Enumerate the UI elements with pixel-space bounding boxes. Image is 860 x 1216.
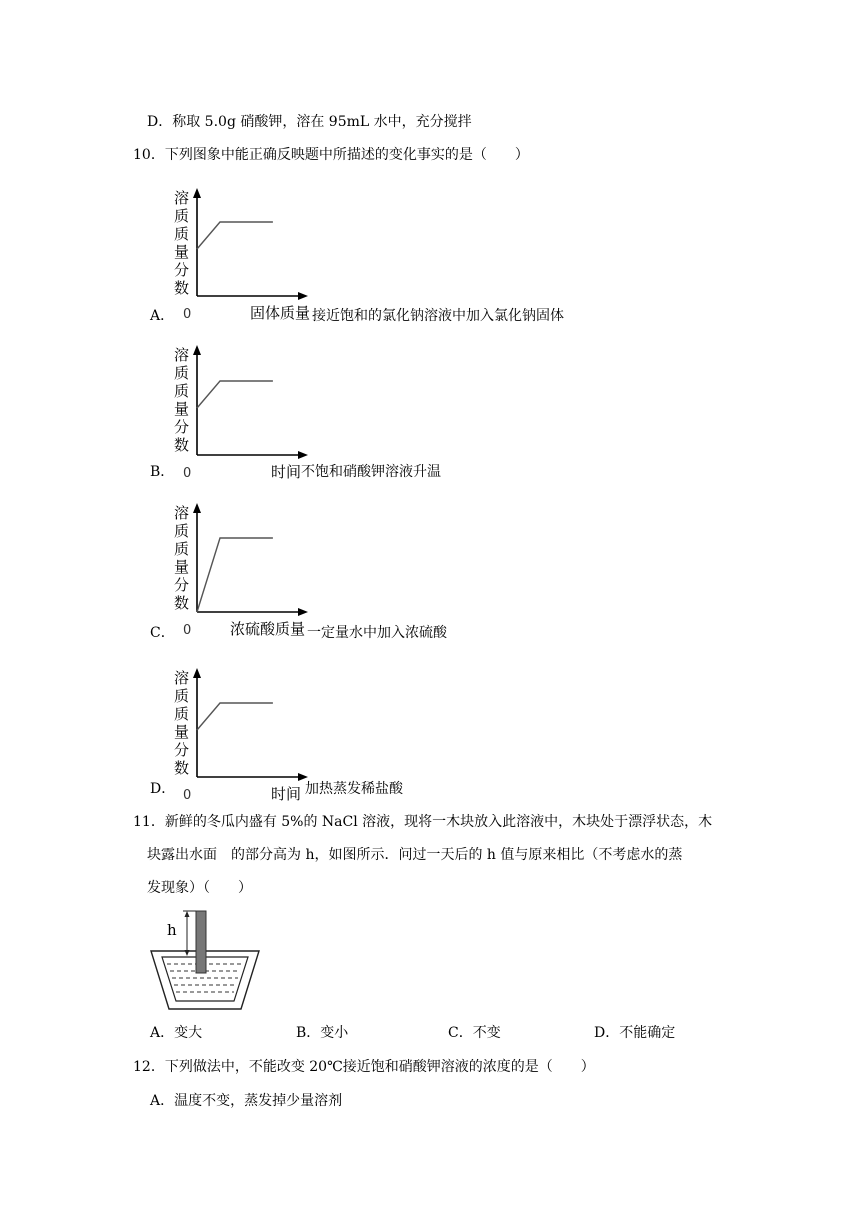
y-label-char: 分 [174, 576, 190, 594]
y-label-char: 数 [174, 436, 190, 454]
q11-line-2: 块露出水面 的部分高为 h，如图所示．问过一天后的 h 值与原来相比（不考虑水的蒸 [147, 847, 683, 863]
q10-option-d-letter: D． [150, 781, 176, 797]
q12-option-a: A．温度不变，蒸发掉少量溶剂 [150, 1093, 343, 1109]
q10-option-a-desc: 接近饱和的氯化钠溶液中加入氯化钠固体 [312, 308, 564, 324]
y-label-char: 质 [174, 207, 190, 225]
y-label-char: 溶 [174, 189, 190, 207]
series-line [197, 538, 273, 612]
y-axis-arrow [193, 668, 201, 678]
x-axis-arrow [298, 773, 308, 781]
chart-a [160, 170, 590, 330]
y-label-char: 数 [174, 594, 190, 612]
x-label: 浓硫酸质量 [230, 620, 306, 638]
q11-option-c: C．不变 [448, 1025, 501, 1041]
y-label-char: 量 [174, 558, 190, 576]
y-label-char: 量 [174, 723, 190, 741]
x-label: 时间 [271, 785, 302, 803]
y-label-char: 分 [174, 418, 190, 436]
y-label-char: 质 [174, 687, 190, 705]
origin-label: 0 [183, 788, 192, 803]
q10-option-d-desc: 加热蒸发稀盐酸 [305, 781, 403, 797]
y-label-char: 质 [174, 705, 190, 723]
origin-label: 0 [183, 466, 192, 481]
y-label-char: 溶 [174, 504, 190, 522]
y-label-char: 溶 [174, 669, 190, 687]
y-axis-arrow [193, 188, 201, 198]
q11-figure [145, 905, 265, 1015]
x-axis-arrow [298, 451, 308, 459]
q10-option-c-letter: C． [150, 625, 175, 641]
y-label-char: 质 [174, 540, 190, 558]
origin-label: 0 [183, 623, 192, 638]
q11-option-b: B．变小 [296, 1025, 349, 1041]
x-axis-arrow [298, 292, 308, 300]
y-label-char: 量 [174, 243, 190, 261]
y-label-char: 量 [174, 400, 190, 418]
wooden-block [196, 911, 206, 973]
q11-line-1: 11．新鲜的冬瓜内盛有 5%的 NaCl 溶液，现将一木块放入此溶液中，木块处于漂浮状态，木 [133, 814, 713, 830]
q10-option-b-letter: B． [150, 464, 175, 480]
q10-option-c-desc: 一定量水中加入浓硫酸 [307, 625, 447, 641]
y-label-char: 分 [174, 261, 190, 279]
series-line [197, 222, 273, 249]
q10-option-b-desc: 不饱和硝酸钾溶液升温 [301, 464, 441, 480]
x-label: 固体质量 [250, 304, 311, 322]
y-label-char: 质 [174, 522, 190, 540]
q12-stem: 12．下列做法中，不能改变 20℃接近饱和硝酸钾溶液的浓度的是（ ） [133, 1059, 595, 1075]
origin-label: 0 [183, 307, 192, 322]
q11-option-d: D．不能确定 [594, 1025, 676, 1041]
y-label-char: 质 [174, 225, 190, 243]
q11-line-3: 发现象）（ ） [147, 880, 252, 896]
chart-c [160, 488, 590, 648]
y-label-char: 质 [174, 364, 190, 382]
series-line [197, 703, 273, 730]
q9-option-d: D．称取 5.0g 硝酸钾，溶在 95mL 水中，充分搅拌 [147, 114, 472, 130]
y-label-char: 质 [174, 382, 190, 400]
y-label-char: 分 [174, 741, 190, 759]
y-axis-arrow [193, 503, 201, 513]
h-label: h [167, 921, 177, 939]
q10-option-a-letter: A． [150, 308, 175, 324]
series-line [197, 381, 273, 408]
y-label-char: 溶 [174, 346, 190, 364]
y-label-char: 数 [174, 279, 190, 297]
x-label: 时间 [271, 463, 302, 481]
x-axis-arrow [298, 608, 308, 616]
y-axis-arrow [193, 345, 201, 355]
q10-stem: 10．下列图象中能正确反映题中所描述的变化事实的是（ ） [133, 147, 529, 163]
q11-option-a: A．变大 [150, 1025, 203, 1041]
y-label-char: 数 [174, 759, 190, 777]
